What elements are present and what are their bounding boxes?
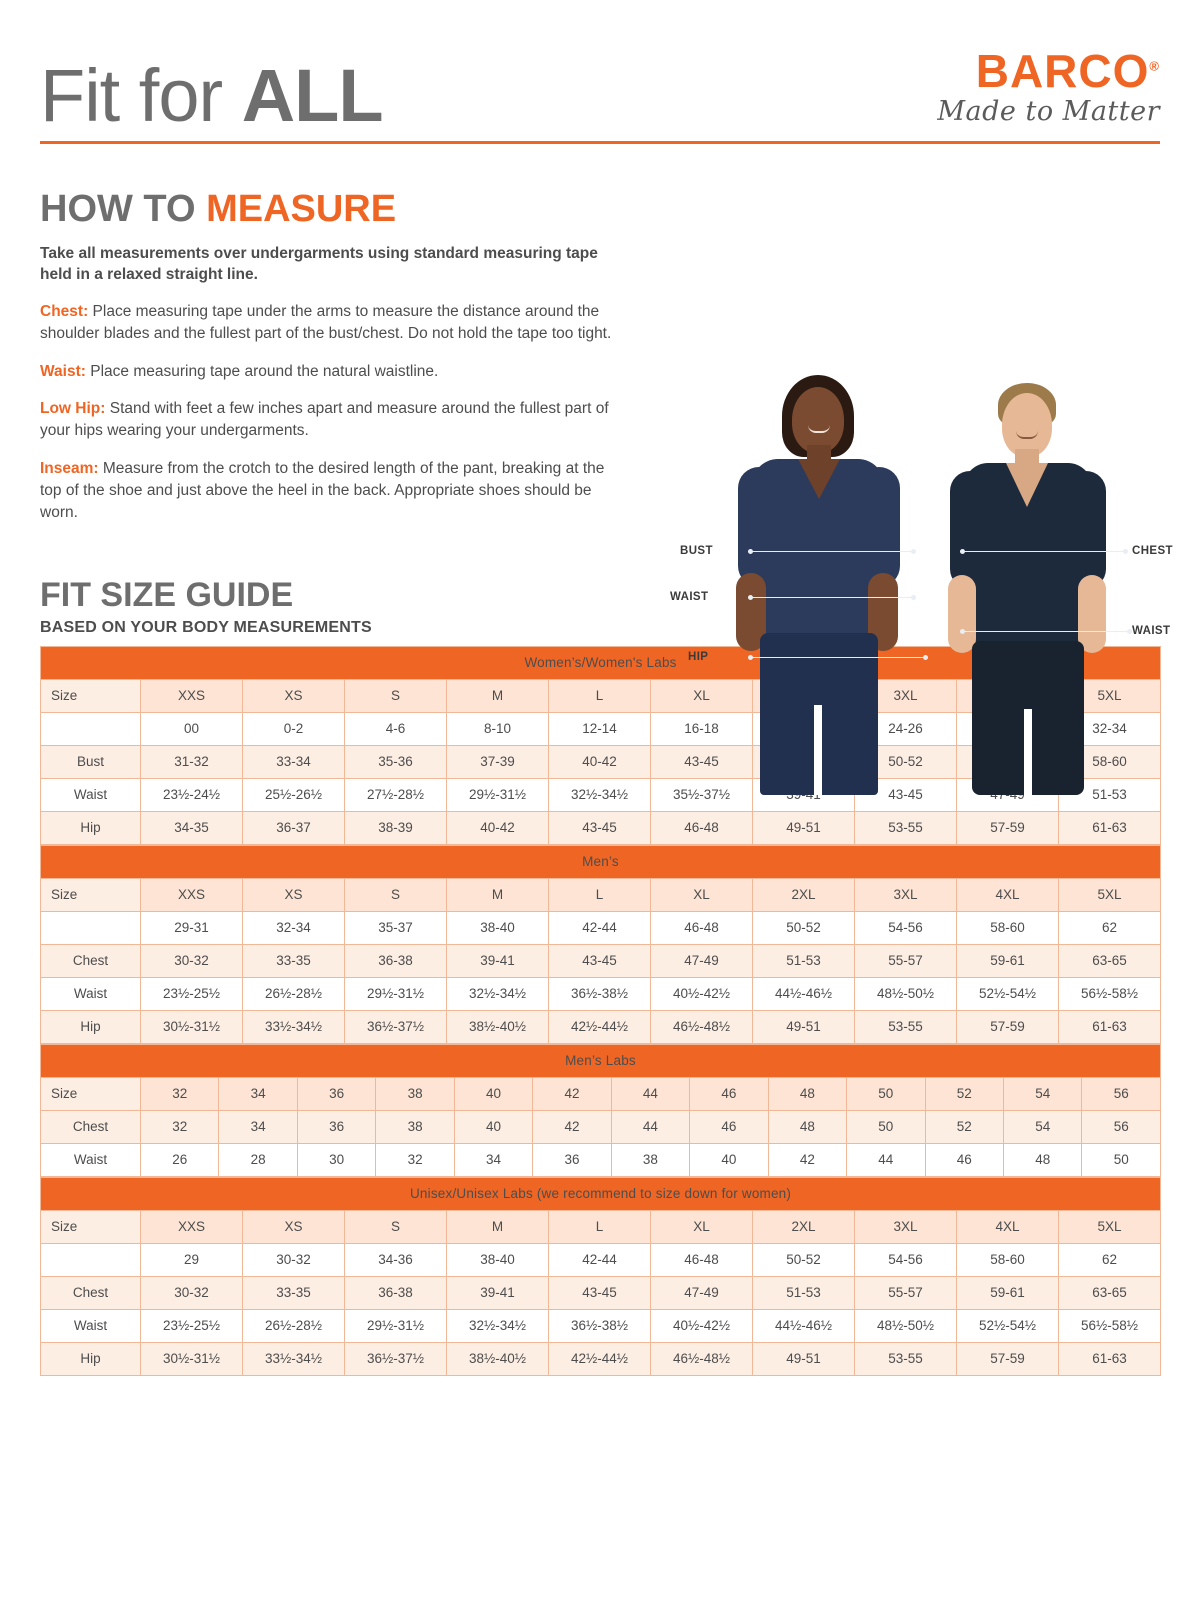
size-table-cell: 26½-28½ <box>243 977 345 1010</box>
female-head <box>792 387 844 453</box>
size-table-cell: 38 <box>376 1110 454 1143</box>
size-table-cell: 29½-31½ <box>447 778 549 811</box>
size-table-cell: 57-59 <box>957 1342 1059 1375</box>
how-to-measure-heading-accent: MEASURE <box>206 188 397 230</box>
size-table-cell: 33-35 <box>243 944 345 977</box>
size-table-cell: 52 <box>925 1110 1003 1143</box>
size-table-row <box>41 1276 1161 1309</box>
size-table-cell: 44 <box>611 1110 689 1143</box>
size-table-cell: 50-52 <box>855 745 957 778</box>
size-table-cell: 62 <box>1059 1243 1161 1276</box>
size-table-cell: 43-45 <box>651 745 753 778</box>
size-table-cell: 43-45 <box>549 811 651 844</box>
size-table-cell: 32 <box>141 1110 219 1143</box>
size-table-size-header: XXS <box>141 679 243 712</box>
size-table-cell: 42-44 <box>549 1243 651 1276</box>
size-table-cell: 30-32 <box>141 1276 243 1309</box>
size-table-cell: 49-51 <box>753 1010 855 1043</box>
size-table-cell: 54-56 <box>855 1243 957 1276</box>
size-table-size-header: L <box>549 878 651 911</box>
brand-logo <box>937 45 1160 131</box>
header-divider <box>40 141 1160 144</box>
size-table-size-header: 50 <box>847 1077 925 1110</box>
measurement-diagram <box>670 365 1173 795</box>
size-table-cell: 50-52 <box>753 911 855 944</box>
size-table-cell: 32 <box>376 1143 454 1176</box>
male-model-illustration <box>920 383 1130 795</box>
size-table-cell: 36 <box>297 1110 375 1143</box>
size-table-cell: 24-26 <box>855 712 957 745</box>
size-table-row-label <box>41 712 141 745</box>
size-table-cell: 28 <box>219 1143 297 1176</box>
size-table-cell: 43-45 <box>855 778 957 811</box>
size-table-cell: 42-44 <box>549 911 651 944</box>
size-table-size-header: M <box>447 679 549 712</box>
female-pants-gap <box>814 705 822 795</box>
size-table-row-label: Size <box>41 679 141 712</box>
size-table-cell: 56 <box>1082 1110 1161 1143</box>
brand-name-text: BARCO <box>975 45 1150 97</box>
female-right-arm <box>858 467 900 587</box>
size-table-cell: 46 <box>925 1143 1003 1176</box>
size-table <box>40 845 1161 1044</box>
size-table-row-label: Bust <box>41 745 141 778</box>
size-table-row-label: Waist <box>41 1143 141 1176</box>
size-table-cell: 58-60 <box>1059 745 1161 778</box>
size-table-cell: 38 <box>611 1143 689 1176</box>
size-table-size-header: 56 <box>1082 1077 1161 1110</box>
size-table-cell: 32½-34½ <box>447 977 549 1010</box>
size-table-size-header: L <box>549 1210 651 1243</box>
size-table-cell: 30½-31½ <box>141 1342 243 1375</box>
size-table-row-label: Waist <box>41 778 141 811</box>
size-table-size-header: S <box>345 878 447 911</box>
size-table-cell: 46 <box>690 1110 768 1143</box>
size-table-size-header: XS <box>243 1210 345 1243</box>
size-table-cell: 00 <box>141 712 243 745</box>
size-table-size-header: XS <box>243 679 345 712</box>
size-table-cell: 40 <box>690 1143 768 1176</box>
size-table-cell: 35½-37½ <box>651 778 753 811</box>
size-table-cell: 36-38 <box>345 1276 447 1309</box>
size-table-header-row <box>41 878 1161 911</box>
size-table-cell: 42½-44½ <box>549 1342 651 1375</box>
size-table-cell: 12-14 <box>549 712 651 745</box>
size-table-row-label: Chest <box>41 1276 141 1309</box>
size-table-row-label: Hip <box>41 1010 141 1043</box>
size-table-cell: 57-59 <box>957 1010 1059 1043</box>
size-table-cell: 62 <box>1059 911 1161 944</box>
size-table-cell: 43-45 <box>549 1276 651 1309</box>
size-table-size-header: XL <box>651 878 753 911</box>
size-table-cell: 59-61 <box>957 944 1059 977</box>
size-table-cell: 46½-48½ <box>651 1342 753 1375</box>
size-table-cell: 37-39 <box>447 745 549 778</box>
size-table-cell: 47-49 <box>651 1276 753 1309</box>
size-table-band-label: Women’s/Women's Labs <box>41 646 1161 679</box>
size-table-cell: 58-60 <box>957 1243 1059 1276</box>
size-table-size-header: XL <box>651 679 753 712</box>
size-table-cell: 38-40 <box>447 1243 549 1276</box>
size-table-size-header: XS <box>243 878 345 911</box>
size-table-cell: 36 <box>533 1143 611 1176</box>
size-table-cell: 52½-54½ <box>957 977 1059 1010</box>
size-table-cell: 63-65 <box>1059 1276 1161 1309</box>
size-table-cell: 51-53 <box>753 944 855 977</box>
size-table-band-label: Unisex/Unisex Labs (we recommend to size down for women) <box>41 1177 1161 1210</box>
size-table-cell: 46-48 <box>651 811 753 844</box>
measure-item-waist <box>40 361 615 383</box>
measure-item-low-hip-text: Stand with feet a few inches apart and measure around the fullest part of your hips wearing your undergarments. <box>40 400 609 440</box>
size-table-cell: 38-40 <box>447 911 549 944</box>
measure-item-waist-text: Place measuring tape around the natural waistline. <box>85 362 439 380</box>
label-hip: HIP <box>688 651 709 663</box>
how-to-measure-heading <box>40 188 1160 231</box>
size-table-cell: 35-36 <box>345 745 447 778</box>
size-table-cell: 33½-34½ <box>243 1010 345 1043</box>
size-table-cell: 34 <box>219 1110 297 1143</box>
size-table-cell: 61-63 <box>1059 811 1161 844</box>
size-table-cell: 30 <box>297 1143 375 1176</box>
measure-item-inseam <box>40 458 615 524</box>
label-chest: CHEST <box>1132 545 1173 557</box>
size-table-cell: 54-56 <box>855 911 957 944</box>
size-table-size-header: 54 <box>1003 1077 1081 1110</box>
size-table-row-label: Hip <box>41 1342 141 1375</box>
size-table-cell: 32½-34½ <box>549 778 651 811</box>
waist-measure-line-female <box>748 597 916 598</box>
size-table-cell: 32-34 <box>243 911 345 944</box>
size-table-row <box>41 1309 1161 1342</box>
female-left-arm <box>738 467 780 587</box>
male-right-forearm <box>1078 575 1106 653</box>
size-table-band <box>41 1044 1161 1077</box>
size-table-size-header: 3XL <box>855 679 957 712</box>
size-table-size-header: 4XL <box>957 1210 1059 1243</box>
size-table-cell: 36½-38½ <box>549 1309 651 1342</box>
size-table-size-header: S <box>345 1210 447 1243</box>
size-table-size-header: 2XL <box>753 878 855 911</box>
size-table-band <box>41 1177 1161 1210</box>
male-left-forearm <box>948 575 976 653</box>
size-table-size-header: M <box>447 1210 549 1243</box>
male-right-arm <box>1066 471 1106 589</box>
size-table-cell: 46-48 <box>651 911 753 944</box>
size-table-cell: 51-53 <box>1059 778 1161 811</box>
size-table-size-header: 40 <box>454 1077 532 1110</box>
size-table-size-header: 5XL <box>1059 878 1161 911</box>
size-table-cell: 40 <box>454 1110 532 1143</box>
size-table <box>40 1177 1161 1376</box>
size-table-cell: 48½-50½ <box>855 977 957 1010</box>
size-table-cell: 36-37 <box>243 811 345 844</box>
size-table-size-header: L <box>549 679 651 712</box>
bust-measure-line <box>748 551 916 552</box>
page-header <box>40 0 1160 137</box>
size-table-row <box>41 1342 1161 1375</box>
size-table-cell: 55-57 <box>855 1276 957 1309</box>
size-table-size-header: 34 <box>219 1077 297 1110</box>
waist-measure-line-male <box>960 631 1132 632</box>
size-table-cell: 55-57 <box>855 944 957 977</box>
size-table-size-header: M <box>447 878 549 911</box>
size-table-size-header: 3XL <box>855 878 957 911</box>
size-table-row <box>41 911 1161 944</box>
size-table-cell: 34-35 <box>141 811 243 844</box>
size-table-cell: 57-59 <box>957 811 1059 844</box>
size-table-row-label <box>41 1243 141 1276</box>
size-table-cell: 16-18 <box>651 712 753 745</box>
size-table-row-label: Hip <box>41 811 141 844</box>
page-title-plain: Fit for <box>40 53 242 137</box>
size-table-row-label: Chest <box>41 944 141 977</box>
size-table-cell: 42½-44½ <box>549 1010 651 1043</box>
brand-name <box>937 45 1160 97</box>
size-table-size-header: 46 <box>690 1077 768 1110</box>
size-table-cell: 0-2 <box>243 712 345 745</box>
page-title-bold: ALL <box>241 53 383 137</box>
size-table-row-label: Size <box>41 1077 141 1110</box>
size-table-cell: 40-42 <box>447 811 549 844</box>
how-to-measure-heading-plain: HOW TO <box>40 188 207 230</box>
size-table-size-header: XL <box>651 1210 753 1243</box>
size-table-row-label: Waist <box>41 977 141 1010</box>
size-table-cell: 48 <box>1003 1143 1081 1176</box>
size-table-cell: 40-42 <box>549 745 651 778</box>
size-table-cell: 43-45 <box>549 944 651 977</box>
size-table-cell: 44½-46½ <box>753 977 855 1010</box>
size-table-cell: 31-32 <box>141 745 243 778</box>
fit-size-guide-subheading: BASED ON YOUR BODY MEASUREMENTS <box>40 618 372 636</box>
size-table-row <box>41 811 1161 844</box>
size-table-cell: 53-55 <box>855 1342 957 1375</box>
size-table-cell: 44 <box>847 1143 925 1176</box>
measure-item-low-hip <box>40 398 615 442</box>
size-table-size-header: S <box>345 679 447 712</box>
size-table-cell: 42 <box>533 1110 611 1143</box>
size-table-cell: 54 <box>1003 1110 1081 1143</box>
size-table-cell: 51-53 <box>753 1276 855 1309</box>
measure-item-low-hip-label: Low Hip: <box>40 400 106 418</box>
size-table-cell: 50-52 <box>753 1243 855 1276</box>
size-table-row <box>41 977 1161 1010</box>
size-table-size-header: 52 <box>925 1077 1003 1110</box>
size-table-size-header: 38 <box>376 1077 454 1110</box>
size-table-band-label: Men’s Labs <box>41 1044 1161 1077</box>
size-table <box>40 1044 1161 1177</box>
size-table-cell: 52½-54½ <box>957 1309 1059 1342</box>
size-table-cell: 50 <box>1082 1143 1161 1176</box>
size-table-cell: 39-41 <box>447 944 549 977</box>
size-table-cell: 23½-25½ <box>141 1309 243 1342</box>
size-table-cell: 29-31 <box>141 911 243 944</box>
size-table-cell: 58-60 <box>957 911 1059 944</box>
size-table-cell: 33-34 <box>243 745 345 778</box>
size-table-header-row <box>41 1210 1161 1243</box>
size-table-cell: 40½-42½ <box>651 977 753 1010</box>
size-table-row <box>41 1143 1161 1176</box>
size-table-cell: 23½-25½ <box>141 977 243 1010</box>
size-table-cell: 36½-37½ <box>345 1010 447 1043</box>
size-table-band-label: Men’s <box>41 845 1161 878</box>
size-table-size-header: 36 <box>297 1077 375 1110</box>
size-table-band <box>41 845 1161 878</box>
fit-size-guide-heading: FIT SIZE GUIDE <box>40 575 294 614</box>
size-table-size-header: 5XL <box>1059 679 1161 712</box>
size-table-cell: 38½-40½ <box>447 1342 549 1375</box>
size-table-row <box>41 944 1161 977</box>
size-table-cell: 56½-58½ <box>1059 1309 1161 1342</box>
size-table-cell: 46-48 <box>651 1243 753 1276</box>
label-waist-left: WAIST <box>670 591 709 603</box>
size-table-cell: 29 <box>141 1243 243 1276</box>
label-waist-right: WAIST <box>1132 625 1171 637</box>
measure-item-inseam-text: Measure from the crotch to the desired length of the pant, breaking at the top of the shoe and just above the heel in the back. Appropriate shoes should be worn. <box>40 459 605 521</box>
size-table-cell: 30½-31½ <box>141 1010 243 1043</box>
size-table-cell: 53-55 <box>855 811 957 844</box>
measure-item-chest-label: Chest: <box>40 303 89 321</box>
size-table-cell: 35-37 <box>345 911 447 944</box>
size-table-cell: 8-10 <box>447 712 549 745</box>
measure-item-chest <box>40 301 615 345</box>
size-table-size-header: XXS <box>141 1210 243 1243</box>
size-table-size-header: 48 <box>768 1077 846 1110</box>
size-table-cell: 34-36 <box>345 1243 447 1276</box>
size-table-cell: 53-55 <box>855 1010 957 1043</box>
measure-intro: Take all measurements over undergarments using standard measuring tape held in a relaxed straight line. <box>40 245 598 284</box>
size-table-header-row <box>41 1077 1161 1110</box>
male-left-arm <box>950 471 990 589</box>
size-table-cell: 48½-50½ <box>855 1309 957 1342</box>
size-table-cell: 36½-37½ <box>345 1342 447 1375</box>
size-table-cell: 48 <box>768 1110 846 1143</box>
size-table-cell: 23½-24½ <box>141 778 243 811</box>
size-table-row-label: Size <box>41 878 141 911</box>
size-table-cell: 32½-34½ <box>447 1309 549 1342</box>
size-table-cell: 40½-42½ <box>651 1309 753 1342</box>
size-table-cell: 61-63 <box>1059 1010 1161 1043</box>
size-table-cell: 50 <box>847 1110 925 1143</box>
size-table-size-header: 4XL <box>957 878 1059 911</box>
size-table-cell: 61-63 <box>1059 1342 1161 1375</box>
female-model-illustration <box>710 375 920 795</box>
size-table-row-label <box>41 911 141 944</box>
size-table-row <box>41 1010 1161 1043</box>
size-table-cell: 32-34 <box>1059 712 1161 745</box>
size-table-cell: 27½-28½ <box>345 778 447 811</box>
size-table-cell: 4-6 <box>345 712 447 745</box>
size-table-size-header: 32 <box>141 1077 219 1110</box>
size-table-cell: 39-41 <box>447 1276 549 1309</box>
size-table-cell: 34 <box>454 1143 532 1176</box>
size-table-cell: 36-38 <box>345 944 447 977</box>
size-table-row <box>41 1110 1161 1143</box>
size-table-cell: 30-32 <box>243 1243 345 1276</box>
brand-tagline: Made to Matter <box>937 96 1160 127</box>
size-table-cell: 29½-31½ <box>345 977 447 1010</box>
hip-measure-line-female <box>748 657 928 658</box>
size-table-size-header: 42 <box>533 1077 611 1110</box>
male-head <box>1002 393 1052 457</box>
size-table-size-header: 5XL <box>1059 1210 1161 1243</box>
size-table-cell: 59-61 <box>957 1276 1059 1309</box>
size-table-cell: 63-65 <box>1059 944 1161 977</box>
size-table-cell: 46½-48½ <box>651 1010 753 1043</box>
measure-item-chest-text: Place measuring tape under the arms to measure the distance around the shoulder blades and the fullest part of the bust/chest. Do not hold the tape too tight. <box>40 303 612 343</box>
size-table-row-label: Waist <box>41 1309 141 1342</box>
size-table-cell: 49-51 <box>753 1342 855 1375</box>
size-table-cell: 26½-28½ <box>243 1309 345 1342</box>
size-table-row <box>41 1243 1161 1276</box>
size-table-cell: 38½-40½ <box>447 1010 549 1043</box>
measure-item-waist-label: Waist: <box>40 362 86 380</box>
size-table-cell: 38-39 <box>345 811 447 844</box>
size-table-cell: 30-32 <box>141 944 243 977</box>
size-table-cell: 26 <box>141 1143 219 1176</box>
chest-measure-line-male <box>960 551 1128 552</box>
size-table-cell: 25½-26½ <box>243 778 345 811</box>
size-table-cell: 33-35 <box>243 1276 345 1309</box>
size-table-cell: 44½-46½ <box>753 1309 855 1342</box>
size-table-cell: 33½-34½ <box>243 1342 345 1375</box>
size-table-size-header: 3XL <box>855 1210 957 1243</box>
size-table-size-header: 44 <box>611 1077 689 1110</box>
size-table-size-header: 2XL <box>753 1210 855 1243</box>
size-table-cell: 56½-58½ <box>1059 977 1161 1010</box>
size-table-cell: 36½-38½ <box>549 977 651 1010</box>
size-table-row-label: Size <box>41 1210 141 1243</box>
size-table-row-label: Chest <box>41 1110 141 1143</box>
size-table-cell: 42 <box>768 1143 846 1176</box>
size-table-cell: 29½-31½ <box>345 1309 447 1342</box>
label-bust: BUST <box>680 545 713 557</box>
measure-item-inseam-label: Inseam: <box>40 459 99 477</box>
page-title <box>40 53 383 137</box>
size-table-size-header: XXS <box>141 878 243 911</box>
male-pants-gap <box>1024 709 1032 795</box>
registered-trademark-icon: ® <box>1149 58 1160 74</box>
size-table-cell: 49-51 <box>753 811 855 844</box>
size-table-cell: 47-49 <box>651 944 753 977</box>
